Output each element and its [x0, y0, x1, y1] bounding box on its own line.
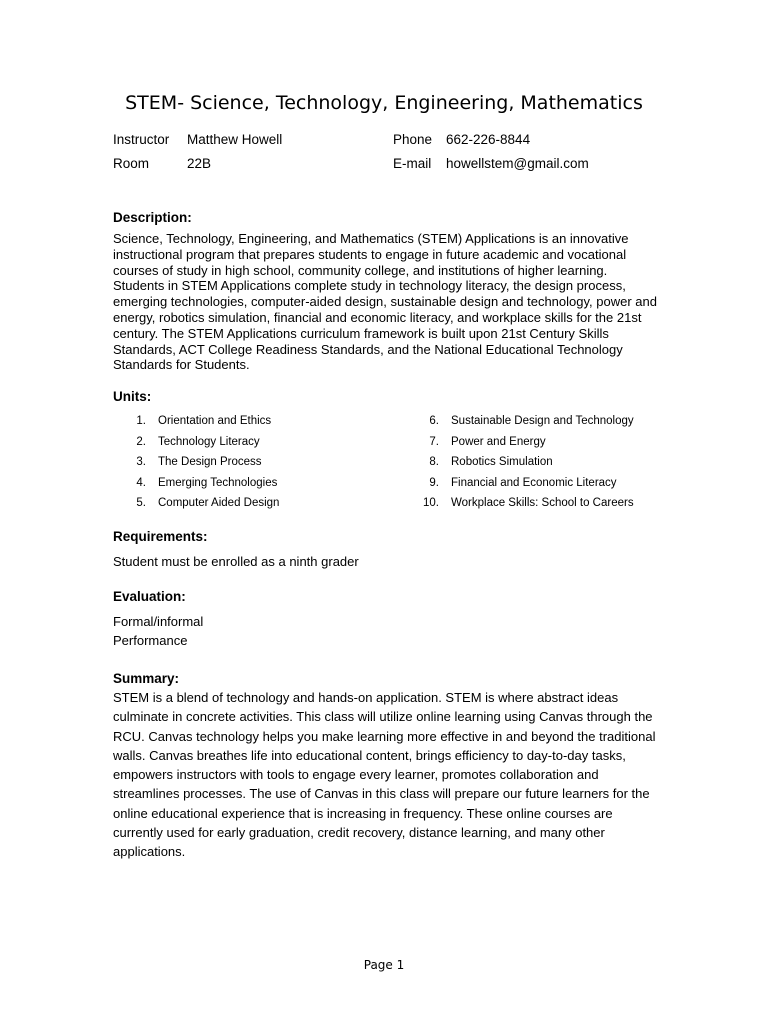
page-title: STEM- Science, Technology, Engineering, Mathematics: [125, 92, 643, 114]
evaluation-line-formal: Formal/informal: [113, 614, 204, 629]
phone-value: 662-226-8844: [446, 132, 531, 147]
unit-label: Sustainable Design and Technology: [451, 415, 634, 427]
unit-label: Financial and Economic Literacy: [451, 476, 617, 489]
units-list: [113, 411, 673, 521]
summary-section: [113, 670, 663, 862]
unit-label: Robotics Simulation: [451, 456, 553, 468]
email-value: howellstem@gmail.com: [446, 156, 589, 171]
summary-heading: Summary:: [113, 671, 180, 686]
unit-item: [429, 452, 553, 472]
unit-item: [429, 411, 634, 431]
requirements-text: Student must be enrolled as a ninth grader: [113, 554, 359, 569]
unit-number: 9.: [429, 476, 439, 489]
description-section: [113, 209, 658, 373]
unit-item: [423, 493, 634, 513]
unit-number: 2.: [136, 435, 146, 448]
room-value: 22B: [187, 156, 212, 171]
unit-label: Technology Literacy: [158, 435, 260, 448]
requirements-section: [113, 528, 658, 571]
evaluation-line-performance: Performance: [113, 633, 188, 648]
unit-label: The Design Process: [158, 456, 262, 468]
unit-item: [429, 432, 546, 452]
unit-number: 8.: [429, 456, 439, 468]
phone-label: Phone: [393, 132, 433, 147]
requirements-heading: Requirements:: [113, 529, 208, 544]
info-row-1: [113, 129, 673, 153]
unit-item: [136, 493, 280, 513]
page-number: Page 1: [363, 958, 405, 972]
evaluation-section: [113, 588, 658, 650]
unit-label: Workplace Skills: School to Careers: [451, 497, 634, 509]
unit-number: 10.: [423, 497, 439, 509]
info-row-2: [113, 153, 673, 177]
unit-item: [136, 473, 278, 493]
unit-item: [136, 411, 272, 431]
unit-number: 4.: [136, 476, 146, 489]
unit-number: 1.: [136, 415, 146, 427]
unit-number: 6.: [429, 415, 439, 427]
unit-number: 3.: [136, 456, 146, 468]
unit-item: [429, 473, 617, 493]
description-text: Science, Technology, Engineering, and Mathematics (STEM) Applications is an innovative instructional program that prepares students to engage in future academic and vocational courses of study in high school, community college, and institutions of higher learning. Students in STEM Applications complete study in technology literacy, the design process, emerging technologies, computer-aided design, sustainable design and technology, power and energy, robotics simulation, financial and economic literacy, and workplace skills for the 21st century. The STEM Applications curriculum framework is built upon 21st Century Skills Standards, ACT College Readiness Standards, and the National Educational Technology Standards for Students.: [113, 231, 657, 373]
unit-label: Emerging Technologies: [158, 476, 278, 489]
unit-number: 7.: [429, 435, 439, 448]
units-heading: Units:: [113, 389, 152, 404]
unit-label: Computer Aided Design: [158, 497, 280, 509]
summary-text: STEM is a blend of technology and hands-on application. STEM is where abstract ideas culminate in concrete activities. This class will utilize online learning using Canvas through the RCU. Canvas technology helps you make learning more effective in and beyond the traditional walls. Canvas breathes life into educational content, brings efficiency to day-to-day tasks, empowers instructors with tools to engage every learner, promotes collaboration and streamlines processes. The use of Canvas in this class will prepare our future learners for the online educational experience that is increasing in frequency. These online courses are currently used for early graduation, credit recovery, distance learning, and many other applications.: [113, 690, 656, 860]
course-info: [113, 129, 673, 177]
unit-item: [136, 432, 260, 452]
instructor-value: Matthew Howell: [187, 132, 283, 147]
unit-item: [136, 452, 262, 472]
units-section: [113, 388, 658, 406]
evaluation-heading: Evaluation:: [113, 589, 186, 604]
unit-label: Orientation and Ethics: [158, 415, 272, 427]
unit-number: 5.: [136, 497, 146, 509]
unit-label: Power and Energy: [451, 435, 546, 448]
email-label: E-mail: [393, 156, 432, 171]
room-label: Room: [113, 156, 150, 171]
description-heading: Description:: [113, 210, 192, 225]
instructor-label: Instructor: [113, 132, 170, 147]
